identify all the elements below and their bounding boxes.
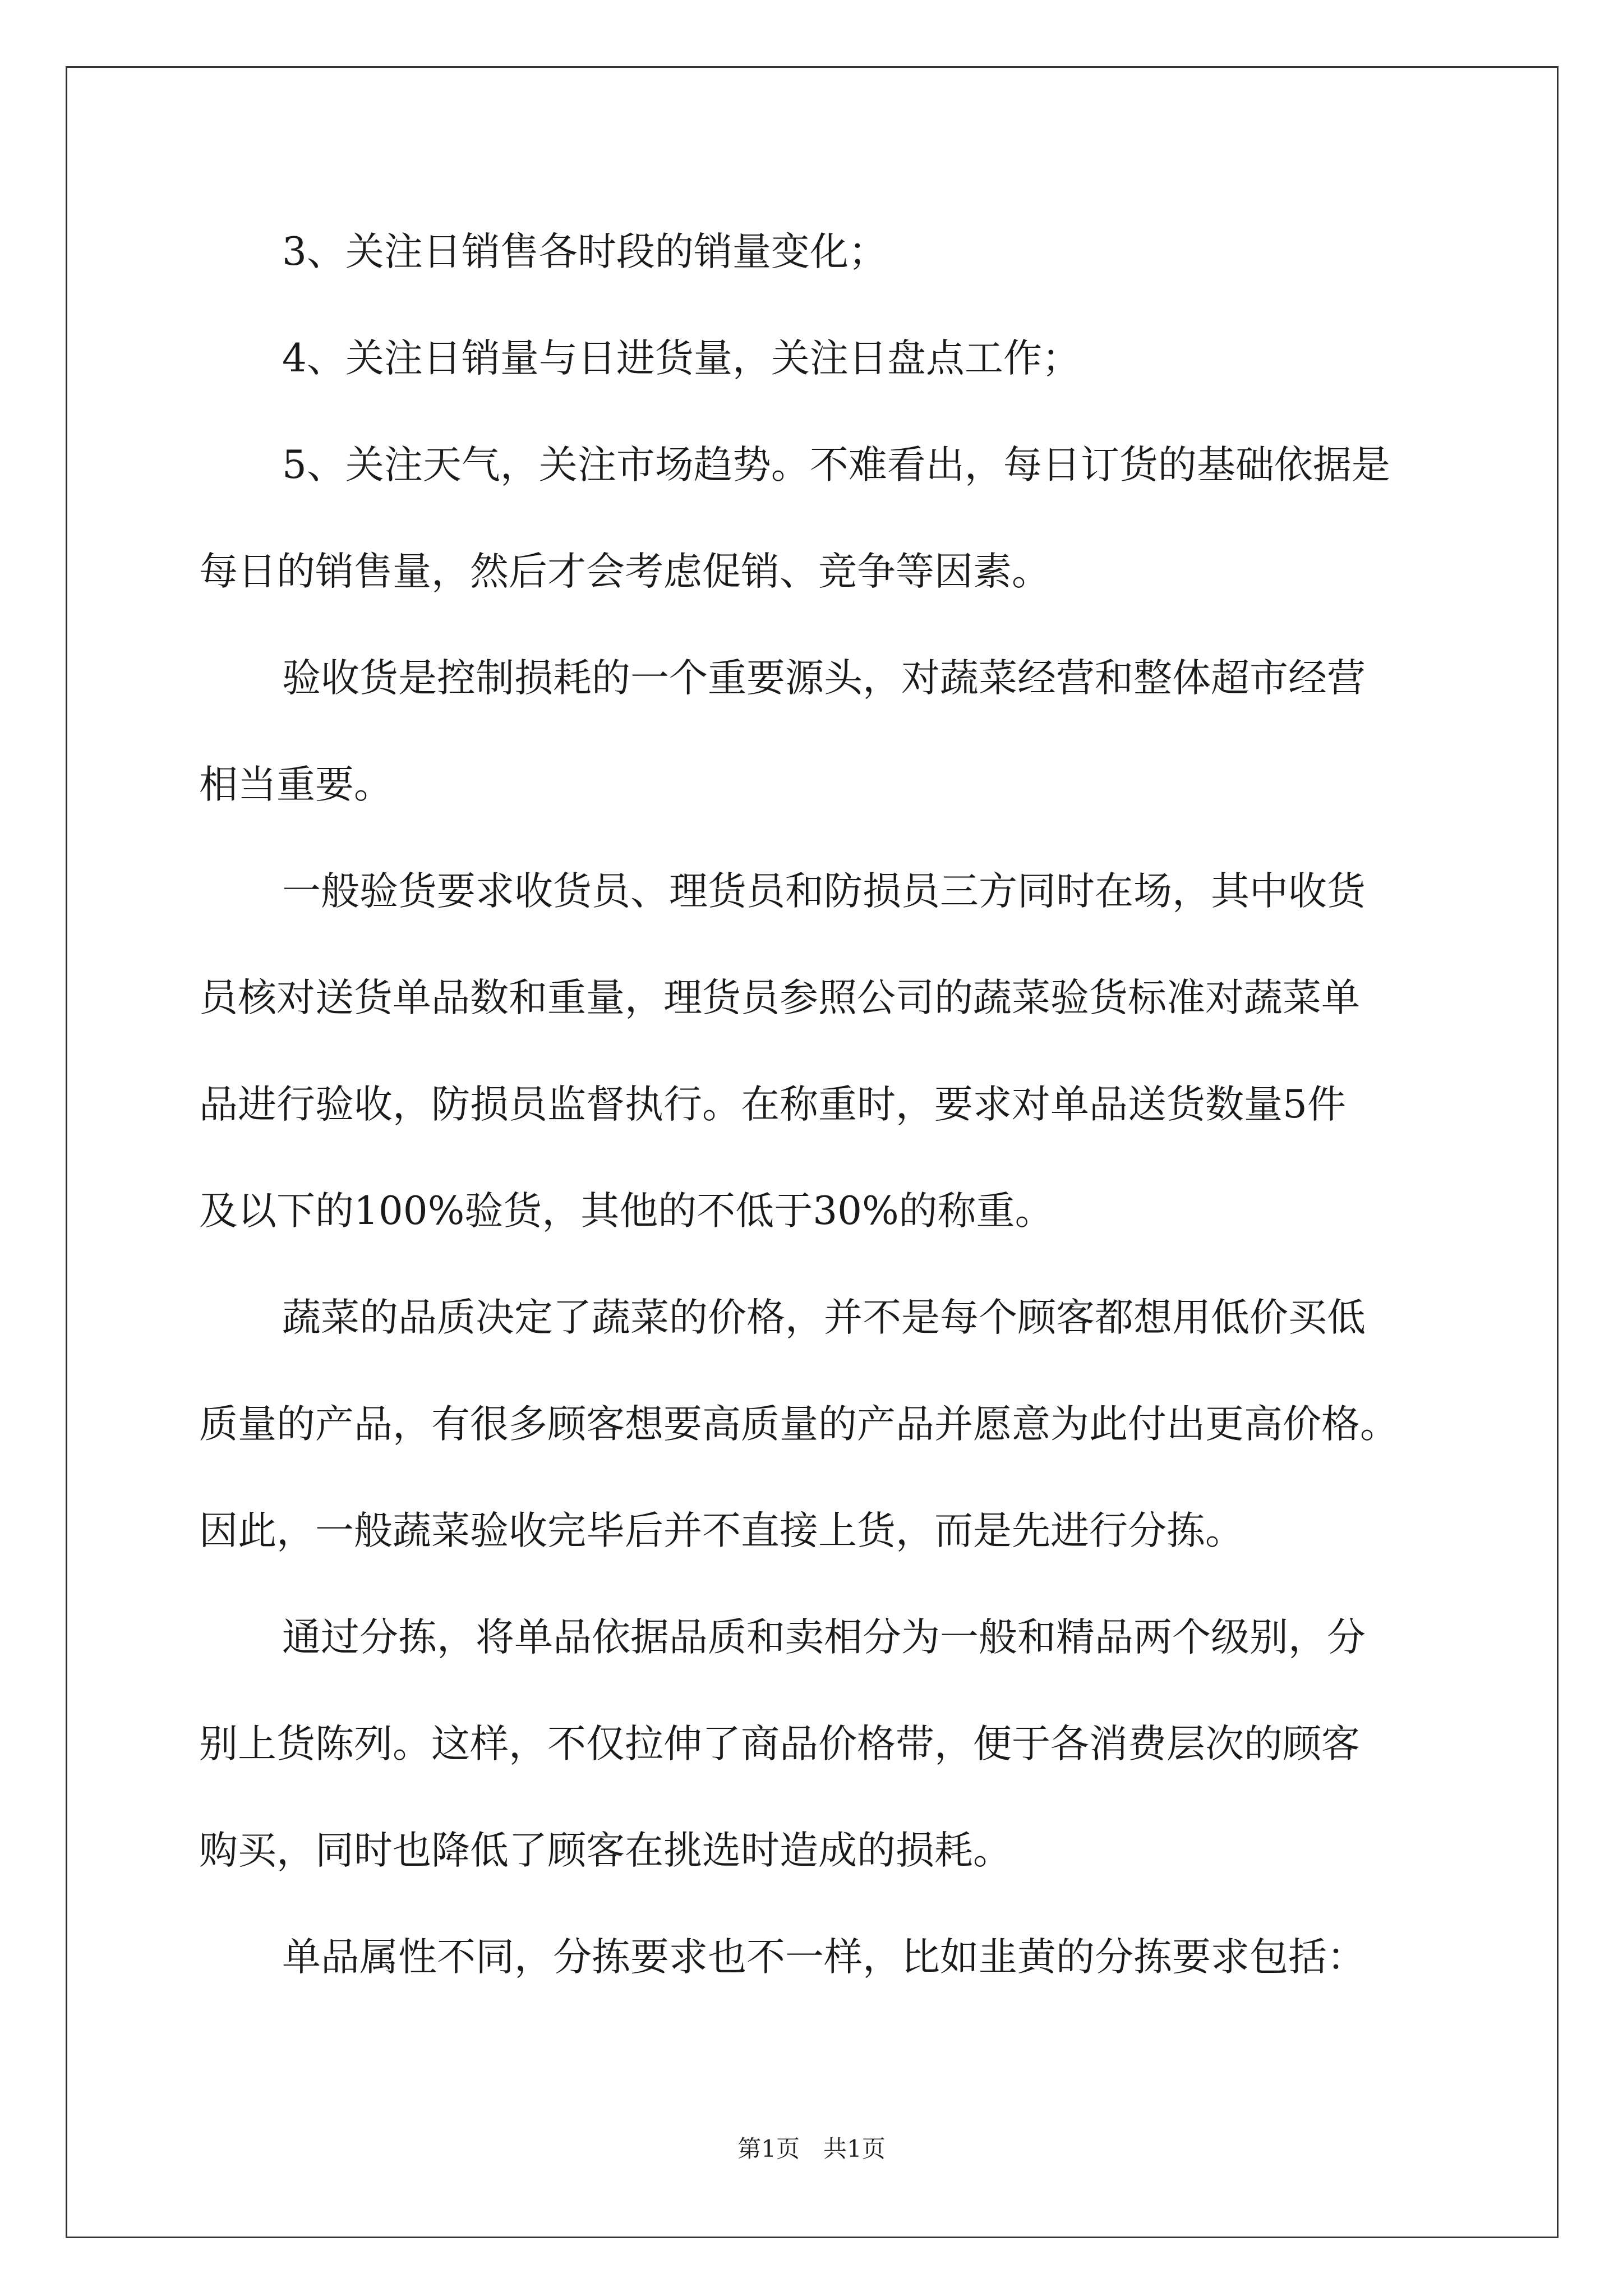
text-line: 单品属性不同，分拣要求也不一样，比如韭黄的分拣要求包括： xyxy=(282,1935,1366,1980)
text-line: 5、关注天气，关注市场趋势。不难看出，每日订货的基础依据是 xyxy=(282,443,1390,487)
text-line: 4、关注日销量与日进货量，关注日盘点工作； xyxy=(282,336,1081,381)
text-line: 因此，一般蔬菜验收完毕后并不直接上货，而是先进行分拣。 xyxy=(199,1508,1244,1553)
text-line: 验收货是控制损耗的一个重要源头，对蔬菜经营和整体超市经营 xyxy=(282,656,1366,701)
page-footer: 第1页 共1页 xyxy=(737,2135,886,2162)
text-line: 别上货陈列。这样，不仅拉伸了商品价格带，便于各消费层次的顾客 xyxy=(199,1722,1360,1766)
text-line: 3、关注日销售各时段的销量变化； xyxy=(282,229,887,274)
text-line: 每日的销售量，然后才会考虑促销、竞争等因素。 xyxy=(199,549,1050,594)
text-line: 通过分拣，将单品依据品质和卖相分为一般和精品两个级别，分 xyxy=(282,1615,1366,1660)
text-line: 蔬菜的品质决定了蔬菜的价格，并不是每个顾客都想用低价买低 xyxy=(282,1295,1366,1340)
text-line: 员核对送货单品数和重量，理货员参照公司的蔬菜验货标准对蔬菜单 xyxy=(199,976,1360,1020)
text-line: 一般验货要求收货员、理货员和防损员三方同时在场，其中收货 xyxy=(282,869,1366,914)
text-line: 及以下的100%验货，其他的不低于30%的称重。 xyxy=(199,1189,1054,1234)
text-line: 品进行验收，防损员监督执行。在称重时，要求对单品送货数量5件 xyxy=(199,1082,1346,1127)
text-line: 相当重要。 xyxy=(199,762,393,807)
page-border xyxy=(66,66,1559,2238)
text-line: 购买，同时也降低了顾客在挑选时造成的损耗。 xyxy=(199,1828,1012,1873)
text-line: 质量的产品，有很多顾客想要高质量的产品并愿意为此付出更高价格。 xyxy=(199,1402,1399,1447)
